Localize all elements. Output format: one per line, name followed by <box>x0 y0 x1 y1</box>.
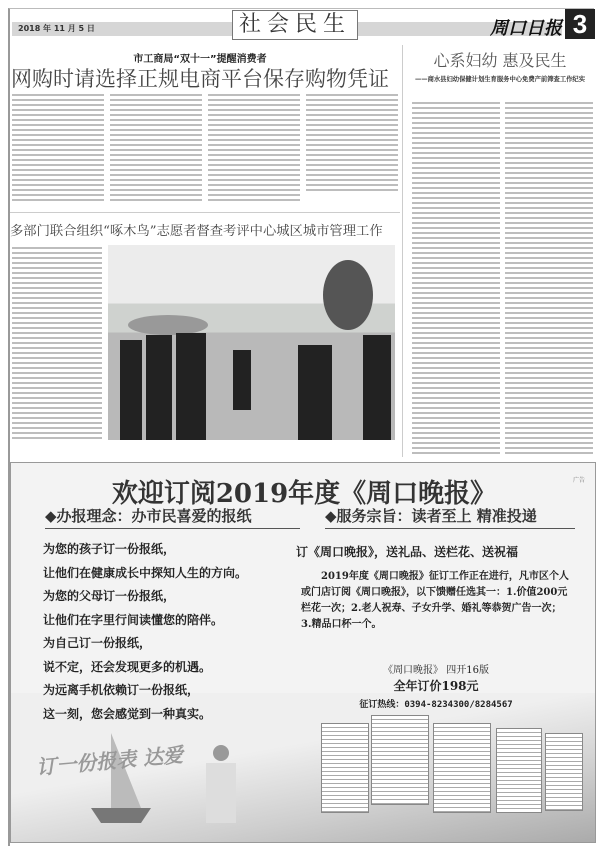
article1-body-col <box>306 92 398 192</box>
divider <box>10 212 400 213</box>
poem-line: 这一刻，您会感觉到一种真实。 <box>43 706 212 721</box>
newspaper-sample <box>496 728 542 813</box>
newspaper-sample <box>433 723 491 813</box>
article2-title: 心系妇幼 惠及民生 <box>433 51 567 70</box>
paper-format: 《周口晚报》 四开16版 <box>383 665 489 676</box>
article2-body-col <box>505 100 593 455</box>
poem-line: 为自己订一份报纸， <box>43 636 152 650</box>
ad-image-slogan: 订一份报表 达爱 <box>35 742 184 780</box>
ad-slogan-philosophy: ◆办报理念：办市民喜爱的报纸 <box>45 505 300 529</box>
article2-body-col <box>412 100 500 455</box>
subscription-ad <box>10 462 596 843</box>
poem-line: 为您的孩子订一份报纸， <box>43 542 176 556</box>
poem-line: 让他们在健康成长中探知人生的方向。 <box>43 565 248 580</box>
article1-body-col <box>208 92 300 204</box>
article2-subtitle: ——商水县妇幼保健计划生育服务中心免费产前筛查工作纪实 <box>414 76 585 83</box>
people-standing-illustration <box>108 245 395 440</box>
newspaper-logo: 周口日报 <box>490 18 562 39</box>
poem-line: 为远离手机依赖订一份报纸， <box>43 683 200 697</box>
article1-kicker: 市工商局“双十一”提醒消费者 <box>133 54 267 65</box>
ad-tag: 广告 <box>572 477 585 484</box>
poem-line: 为您的父母订一份报纸， <box>43 589 176 603</box>
article1-body-col <box>110 92 202 204</box>
newspaper-sample <box>321 723 369 813</box>
article1-headline: 网购时请选择正规电商平台保存购物凭证 <box>11 67 389 91</box>
annual-price: 全年订价198元 <box>393 679 479 693</box>
article1-body-col <box>12 92 104 204</box>
section-title: 社会民生 <box>232 10 358 40</box>
newspaper-sample <box>371 715 429 805</box>
offer-heading: 订《周口晚报》，送礼品、送栏花、送祝福 <box>296 545 519 559</box>
news-photo <box>108 245 395 440</box>
page-number: 3 <box>565 9 595 39</box>
issue-date: 2018 年 11 月 5 日 <box>18 24 95 33</box>
ad-poem <box>43 538 247 726</box>
article3-headline: 多部门联合组织“啄木鸟”志愿者督查考评中心城区城市管理工作 <box>10 224 383 239</box>
ad-slogan-service: ◆服务宗旨：读者至上 精准投递 <box>325 505 575 529</box>
offer-text: 2019年度《周口晚报》征订工作正在进行，凡市区个人或门店订阅《周口晚报》，以下馈赠任选其一：1.价值200元栏花一次；2.老人祝寿、子女升学、婚礼等恭贺广告一次；3.精品口杯一个。 <box>301 571 569 630</box>
article3-body-col <box>12 245 102 440</box>
subscription-hotline: 征订热线：0394-8234300/8284567 <box>359 700 513 710</box>
poem-line: 说不定，还会发现更多的机遇。 <box>43 659 212 674</box>
newspaper-sample <box>545 733 583 811</box>
column-divider <box>402 45 403 457</box>
ad-title: 欢迎订阅2019年度《周口晚报》 <box>111 479 497 509</box>
poem-line: 让他们在字里行间读懂您的陪伴。 <box>43 612 224 627</box>
